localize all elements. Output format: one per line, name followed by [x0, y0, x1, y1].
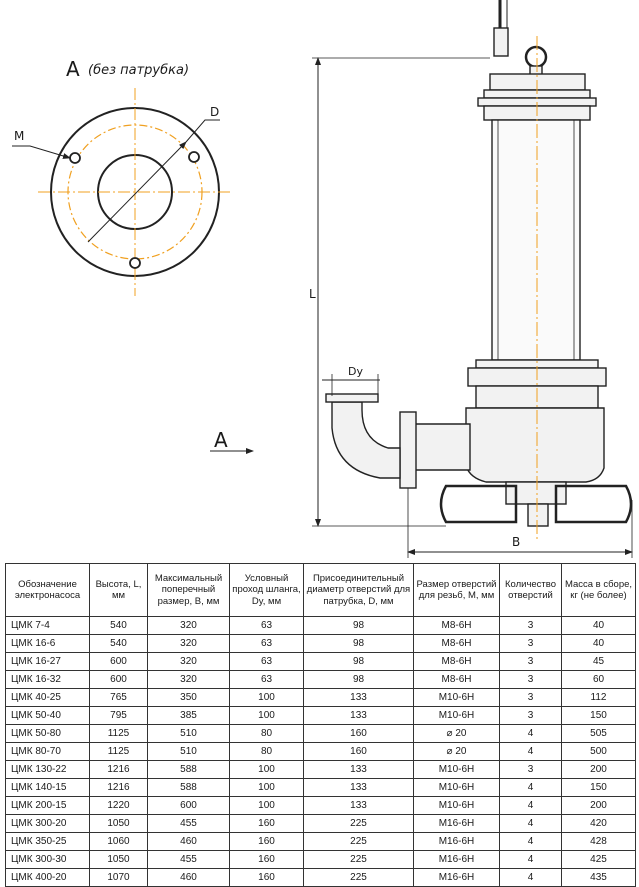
cell-thread-size: ⌀ 20: [414, 743, 500, 761]
table-row: [6, 833, 636, 851]
table-row: [6, 761, 636, 779]
table-row: [6, 671, 636, 689]
cell-hose-bore: 160: [230, 833, 304, 851]
cell-max-size: 320: [148, 671, 230, 689]
cell-hole-count: 3: [500, 707, 562, 725]
cell-hole-count: 3: [500, 761, 562, 779]
cell-max-size: 455: [148, 851, 230, 869]
cell-model: ЦМК 300-30: [6, 851, 90, 869]
cell-mass: 500: [562, 743, 636, 761]
cell-thread-size: М16-6Н: [414, 815, 500, 833]
cell-thread-size: ⌀ 20: [414, 725, 500, 743]
cell-hole-count: 3: [500, 635, 562, 653]
cell-hole-diameter: 133: [304, 797, 414, 815]
table-row: [6, 617, 636, 635]
table-row: [6, 725, 636, 743]
cell-max-size: 320: [148, 635, 230, 653]
cell-model: ЦМК 16-27: [6, 653, 90, 671]
cell-max-size: 460: [148, 869, 230, 887]
label-d: D: [210, 105, 220, 119]
header-hole-count: Количество отверстий: [500, 564, 562, 617]
cell-height: 765: [90, 689, 148, 707]
cell-mass: 428: [562, 833, 636, 851]
table-row: [6, 635, 636, 653]
cell-max-size: 460: [148, 833, 230, 851]
cell-mass: 40: [562, 635, 636, 653]
label-b: B: [512, 535, 521, 549]
cell-model: ЦМК 7-4: [6, 617, 90, 635]
cell-hose-bore: 100: [230, 779, 304, 797]
pump-side-view: [326, 0, 631, 526]
cell-hole-diameter: 133: [304, 707, 414, 725]
table-row: [6, 743, 636, 761]
cell-max-size: 455: [148, 815, 230, 833]
cell-mass: 435: [562, 869, 636, 887]
cell-max-size: 350: [148, 689, 230, 707]
table-row: [6, 653, 636, 671]
cell-max-size: 510: [148, 743, 230, 761]
cell-hole-diameter: 98: [304, 617, 414, 635]
cell-hole-diameter: 98: [304, 635, 414, 653]
table-row: [6, 815, 636, 833]
header-hose-bore: Условный проход шланга, Dy, мм: [230, 564, 304, 617]
cell-mass: 425: [562, 851, 636, 869]
header-thread-size: Размер отверстий для резьб, M, мм: [414, 564, 500, 617]
cell-height: 540: [90, 635, 148, 653]
cell-model: ЦМК 200-15: [6, 797, 90, 815]
cell-model: ЦМК 16-6: [6, 635, 90, 653]
header-hole-diameter: Присоединительный диаметр отверстий для патрубка, D, мм: [304, 564, 414, 617]
cell-hose-bore: 100: [230, 707, 304, 725]
cell-hose-bore: 63: [230, 635, 304, 653]
cell-thread-size: М10-6Н: [414, 761, 500, 779]
view-arrow-a: [210, 428, 253, 452]
cell-hose-bore: 80: [230, 743, 304, 761]
header-height: Высота, L, мм: [90, 564, 148, 617]
cell-max-size: 320: [148, 653, 230, 671]
header-mass: Масса в сборе, кг (не более): [562, 564, 636, 617]
table-row: [6, 779, 636, 797]
cell-hole-diameter: 225: [304, 815, 414, 833]
cell-hose-bore: 100: [230, 689, 304, 707]
diameter-d-leader: [186, 120, 220, 142]
cell-height: 1070: [90, 869, 148, 887]
table-row: [6, 869, 636, 887]
cell-hole-count: 4: [500, 779, 562, 797]
cell-thread-size: М10-6Н: [414, 797, 500, 815]
cell-mass: 420: [562, 815, 636, 833]
cell-thread-size: М10-6Н: [414, 707, 500, 725]
cell-hole-count: 4: [500, 725, 562, 743]
cell-thread-size: М16-6Н: [414, 869, 500, 887]
cell-hose-bore: 100: [230, 761, 304, 779]
arrow-a-label: А: [214, 428, 228, 452]
cell-hole-count: 3: [500, 689, 562, 707]
cell-hole-count: 4: [500, 797, 562, 815]
label-l: L: [309, 287, 316, 301]
cell-height: 600: [90, 671, 148, 689]
cell-hose-bore: 100: [230, 797, 304, 815]
header-max-size: Максимальный поперечный размер, B, мм: [148, 564, 230, 617]
cell-mass: 150: [562, 779, 636, 797]
cell-hole-count: 3: [500, 617, 562, 635]
cell-model: ЦМК 50-80: [6, 725, 90, 743]
table-header-row: [6, 564, 636, 617]
cell-height: 1220: [90, 797, 148, 815]
cell-hole-diameter: 225: [304, 869, 414, 887]
cell-max-size: 588: [148, 761, 230, 779]
cell-model: ЦМК 40-25: [6, 689, 90, 707]
cell-hose-bore: 160: [230, 815, 304, 833]
cell-mass: 40: [562, 617, 636, 635]
cell-model: ЦМК 16-32: [6, 671, 90, 689]
cell-hole-diameter: 160: [304, 743, 414, 761]
cell-hole-diameter: 98: [304, 671, 414, 689]
cell-model: ЦМК 130-22: [6, 761, 90, 779]
table-row: [6, 689, 636, 707]
cell-model: ЦМК 50-40: [6, 707, 90, 725]
cell-height: 1050: [90, 851, 148, 869]
cell-hole-count: 3: [500, 671, 562, 689]
cell-hole-diameter: 225: [304, 851, 414, 869]
bolt-hole-3: [130, 258, 140, 268]
cell-hole-count: 3: [500, 653, 562, 671]
bolt-hole-1: [70, 153, 80, 163]
cell-hose-bore: 160: [230, 851, 304, 869]
cell-thread-size: М16-6Н: [414, 833, 500, 851]
cell-height: 540: [90, 617, 148, 635]
cell-max-size: 320: [148, 617, 230, 635]
cell-hole-diameter: 225: [304, 833, 414, 851]
cell-height: 1125: [90, 743, 148, 761]
cell-model: ЦМК 400-20: [6, 869, 90, 887]
table-row: [6, 797, 636, 815]
pump-spec-table: [5, 563, 636, 887]
cell-mass: 200: [562, 797, 636, 815]
cell-hole-count: 4: [500, 833, 562, 851]
cell-hole-count: 4: [500, 815, 562, 833]
cell-thread-size: М10-6Н: [414, 689, 500, 707]
cell-thread-size: М8-6Н: [414, 671, 500, 689]
cell-hose-bore: 63: [230, 617, 304, 635]
cell-mass: 60: [562, 671, 636, 689]
dimension-dy: [322, 365, 380, 396]
cell-hose-bore: 160: [230, 869, 304, 887]
bolt-hole-2: [189, 152, 199, 162]
cell-mass: 112: [562, 689, 636, 707]
cell-hose-bore: 63: [230, 671, 304, 689]
cell-height: 1216: [90, 761, 148, 779]
cell-thread-size: М16-6Н: [414, 851, 500, 869]
cell-height: 600: [90, 653, 148, 671]
cell-mass: 505: [562, 725, 636, 743]
cell-height: 1060: [90, 833, 148, 851]
cell-hose-bore: 63: [230, 653, 304, 671]
cell-max-size: 588: [148, 779, 230, 797]
cell-thread-size: М8-6Н: [414, 635, 500, 653]
cell-hole-diameter: 160: [304, 725, 414, 743]
cell-model: ЦМК 140-15: [6, 779, 90, 797]
cell-height: 1125: [90, 725, 148, 743]
label-m: М: [14, 129, 25, 143]
cell-mass: 45: [562, 653, 636, 671]
cell-thread-size: М10-6Н: [414, 779, 500, 797]
flange-view-a: [12, 57, 232, 296]
header-model: Обозначение электронасоса: [6, 564, 90, 617]
cell-model: ЦМК 300-20: [6, 815, 90, 833]
cell-height: 795: [90, 707, 148, 725]
view-a-note: (без патрубка): [88, 63, 190, 78]
cell-mass: 150: [562, 707, 636, 725]
cell-max-size: 600: [148, 797, 230, 815]
cell-height: 1216: [90, 779, 148, 797]
cell-hose-bore: 80: [230, 725, 304, 743]
label-dy: Dy: [348, 365, 363, 378]
cell-thread-size: М8-6Н: [414, 653, 500, 671]
view-a-title: А: [66, 57, 80, 81]
cell-hole-diameter: 98: [304, 653, 414, 671]
cell-model: ЦМК 80-70: [6, 743, 90, 761]
cell-max-size: 385: [148, 707, 230, 725]
table-row: [6, 851, 636, 869]
cell-hole-diameter: 133: [304, 761, 414, 779]
cell-model: ЦМК 350-25: [6, 833, 90, 851]
cell-hole-diameter: 133: [304, 779, 414, 797]
table-row: [6, 707, 636, 725]
cell-hole-count: 4: [500, 743, 562, 761]
cell-max-size: 510: [148, 725, 230, 743]
cell-height: 1050: [90, 815, 148, 833]
cell-hole-diameter: 133: [304, 689, 414, 707]
cell-thread-size: М8-6Н: [414, 617, 500, 635]
cell-mass: 200: [562, 761, 636, 779]
cell-hole-count: 4: [500, 869, 562, 887]
cell-hole-count: 4: [500, 851, 562, 869]
